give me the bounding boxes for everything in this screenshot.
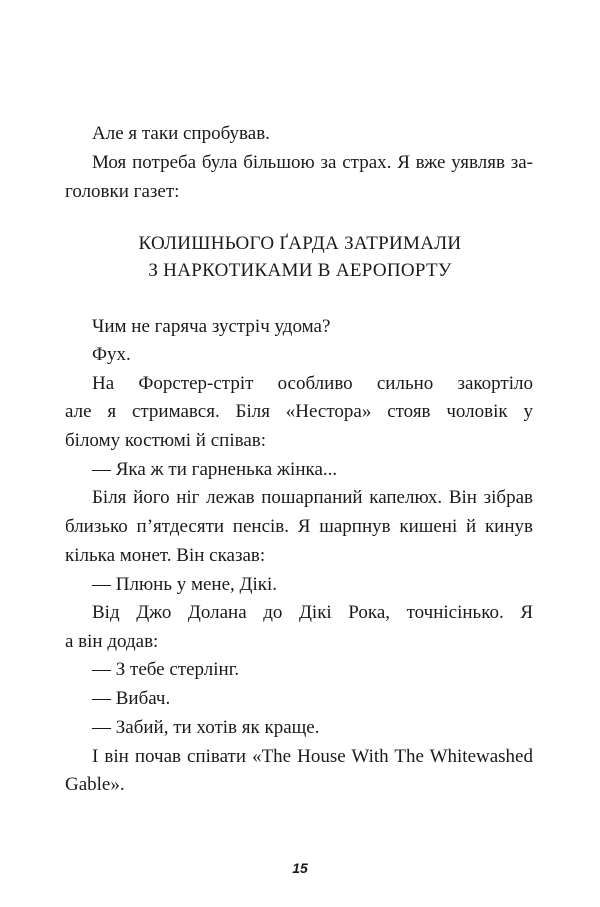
text-line: кілька монет. Він сказав: bbox=[65, 545, 266, 566]
text-line: Біля його ніг лежав пошарпаний капелюх. Він зібрав bbox=[92, 487, 533, 508]
text-line: Чим не гаряча зустріч удома? bbox=[92, 316, 331, 337]
text-line: білому костюмі й співав: bbox=[65, 430, 267, 451]
text-line: Моя потреба була більшою за страх. Я вже уявляв за- bbox=[92, 152, 533, 173]
text-line: — Вибач. bbox=[92, 688, 171, 709]
text-line: На Форстер-стріт особливо сильно закортіло bbox=[92, 373, 533, 394]
text-line: головки газет: bbox=[65, 181, 180, 202]
text-line: близько п’ятдесяти пенсів. Я шарпнув кишені й кинув bbox=[65, 516, 533, 537]
text-line: Від Джо Долана до Дікі Рока, точнісінько. Я bbox=[92, 602, 533, 623]
text-line: Але я таки спробував. bbox=[92, 123, 270, 144]
text-line: — Забий, ти хотів як краще. bbox=[92, 717, 320, 738]
text-line: — З тебе стерлінг. bbox=[92, 659, 240, 680]
page-number: 15 bbox=[292, 860, 308, 876]
text-line: І він почав співати «The House With The Whitewashed bbox=[92, 746, 533, 767]
text-line: Gable». bbox=[65, 774, 125, 795]
text-line: Фух. bbox=[92, 344, 131, 365]
text-line: але я стримався. Біля «Нестора» стояв чоловік у bbox=[65, 401, 533, 422]
text-line: а він додав: bbox=[65, 631, 159, 652]
headline-line: З НАРКОТИКАМИ В АЕРОПОРТУ bbox=[148, 260, 452, 281]
text-line: — Яка ж ти гарненька жінка... bbox=[92, 459, 338, 480]
headline-line: КОЛИШНЬОГО ҐАРДА ЗАТРИМАЛИ bbox=[138, 233, 462, 254]
text-line: — Плюнь у мене, Дікі. bbox=[92, 574, 278, 595]
